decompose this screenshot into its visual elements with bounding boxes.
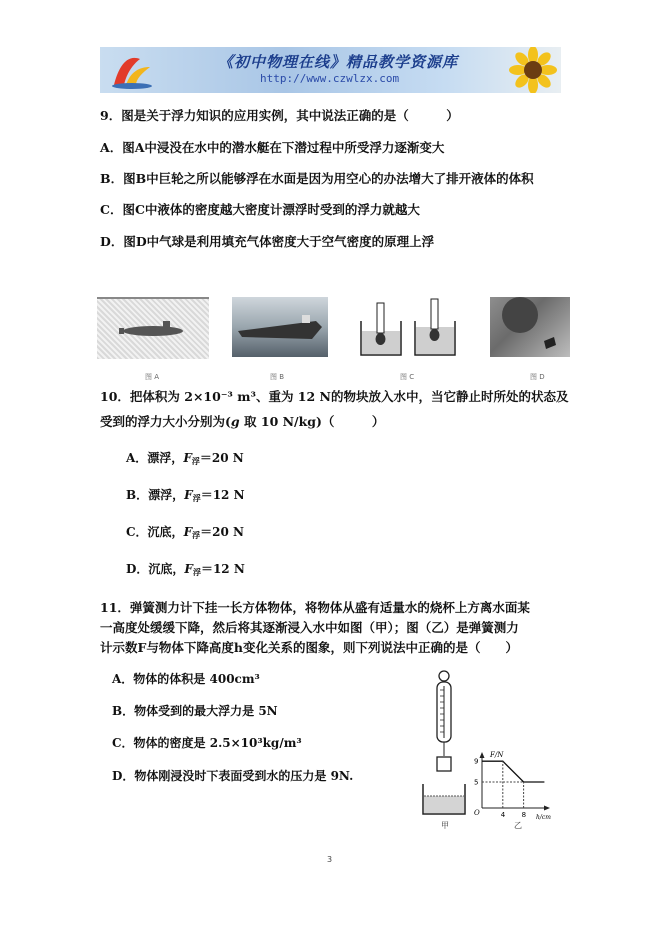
q11-option-d[interactable]: D．物体刚浸没时下表面受到水的压力是 9N. bbox=[112, 769, 354, 783]
q10-option-c[interactable] bbox=[126, 523, 244, 541]
q11-stem-line3: 计示数F与物体下降高度h变化关系的图象，则下列说法中正确的是（ ） bbox=[100, 640, 518, 655]
caption-a: 图 A bbox=[145, 373, 160, 381]
f-subscript: 浮 bbox=[192, 530, 201, 540]
block-icon bbox=[437, 757, 451, 771]
q10-option-b[interactable] bbox=[126, 486, 245, 504]
header-url[interactable]: http://www.czwlzx.com bbox=[260, 72, 400, 85]
q10-option-a-label: A．漂浮， bbox=[126, 451, 184, 465]
series-line-force bbox=[482, 761, 544, 782]
fig-label-yi: 乙 bbox=[514, 821, 522, 830]
y-axis-arrow bbox=[480, 752, 485, 758]
q11-stem-line2: 一高度处缓缓下降，然后将其逐渐浸入水中如图（甲）；图（乙）是弹簧测力 bbox=[100, 620, 519, 635]
q10-stem-line2 bbox=[100, 412, 384, 430]
figure-b-ship bbox=[232, 297, 328, 357]
fig-label-jia: 甲 bbox=[441, 821, 449, 830]
x-tick-label-8: 8 bbox=[521, 811, 527, 819]
q11-option-c[interactable]: C．物体的密度是 2.5×10³kg/m³ bbox=[112, 736, 302, 750]
f-symbol: F bbox=[184, 562, 193, 576]
page-number: 3 bbox=[327, 855, 333, 864]
q11-option-b[interactable]: B．物体受到的最大浮力是 5N bbox=[112, 704, 278, 718]
q10-option-c-label: C．沉底， bbox=[126, 525, 184, 539]
spring-scale-icon bbox=[437, 671, 451, 756]
q10-option-a[interactable] bbox=[126, 449, 244, 467]
q11-stem-line1: 11．弹簧测力计下挂一长方体物体，将物体从盛有适量水的烧杯上方离水面某 bbox=[100, 600, 530, 615]
figure-d-balloon bbox=[490, 297, 570, 357]
q9-stem: 9．图是关于浮力知识的应用实例，其中说法正确的是（ ） bbox=[100, 108, 459, 123]
caption-d: 图 D bbox=[530, 373, 545, 381]
q10-stem-line1: 10．把体积为 2×10⁻³ m³、重为 12 N的物块放入水中，当它静止时所处的状态及 bbox=[100, 389, 569, 404]
y-axis-label: F/N bbox=[490, 751, 504, 759]
q9-option-b[interactable]: B．图B中巨轮之所以能够浮在水面是因为用空心的办法增大了排开液体的体积 bbox=[100, 171, 534, 186]
f-subscript: 浮 bbox=[191, 456, 200, 466]
caption-b: 图 B bbox=[270, 373, 285, 381]
q10-option-d-label: D．沉底， bbox=[126, 562, 185, 576]
q10-option-d[interactable] bbox=[126, 560, 245, 578]
y-tick-label-5: 5 bbox=[474, 778, 479, 787]
caption-c: 图 C bbox=[400, 373, 415, 381]
ship-icon bbox=[232, 297, 328, 357]
beaker-icon bbox=[423, 784, 465, 814]
submarine-icon bbox=[97, 299, 209, 359]
figure-c-hydrometer bbox=[357, 297, 460, 357]
figure-a-submarine bbox=[97, 297, 209, 359]
q9-option-a[interactable]: A．图A中浸没在水中的潜水艇在下潜过程中所受浮力逐渐变大 bbox=[100, 140, 445, 155]
f-subscript: 浮 bbox=[192, 567, 201, 577]
q10-g-symbol: g bbox=[230, 414, 240, 429]
x-axis-arrow bbox=[544, 806, 550, 811]
q11-option-a[interactable]: A．物体的体积是 400cm³ bbox=[112, 672, 260, 686]
f-symbol: F bbox=[183, 525, 193, 539]
header-banner bbox=[100, 47, 561, 93]
q10-option-a-value: ＝20 N bbox=[199, 451, 244, 465]
figure-yi-graph bbox=[462, 748, 552, 830]
q10-option-c-value: ＝20 N bbox=[200, 525, 244, 539]
q10-line2-post: 取 10 N/kg)（ ） bbox=[239, 414, 385, 429]
sunflower-icon bbox=[505, 47, 561, 93]
x-axis-label: h/cm bbox=[536, 814, 551, 821]
f-symbol: F bbox=[184, 488, 193, 502]
q10-option-b-label: B．漂浮， bbox=[126, 488, 185, 502]
f-symbol: F bbox=[183, 451, 192, 465]
logo-icon bbox=[106, 51, 156, 91]
y-tick-label-9: 9 bbox=[474, 757, 479, 766]
f-subscript: 浮 bbox=[192, 493, 201, 503]
q9-option-d[interactable]: D．图D中气球是利用填充气体密度大于空气密度的原理上浮 bbox=[100, 234, 435, 249]
header-title: 《初中物理在线》精品教学资源库 bbox=[218, 53, 459, 71]
x-tick-label-4: 4 bbox=[500, 811, 506, 819]
q10-option-d-value: ＝12 N bbox=[200, 562, 245, 576]
hydrometer-icon bbox=[357, 297, 460, 357]
q10-option-b-value: ＝12 N bbox=[200, 488, 245, 502]
q9-option-c[interactable]: C．图C中液体的密度越大密度计漂浮时受到的浮力就越大 bbox=[100, 202, 420, 217]
q10-line2-pre: 受到的浮力大小分别为( bbox=[100, 414, 231, 429]
balloon-icon bbox=[490, 297, 570, 357]
origin-label: O bbox=[474, 809, 480, 817]
